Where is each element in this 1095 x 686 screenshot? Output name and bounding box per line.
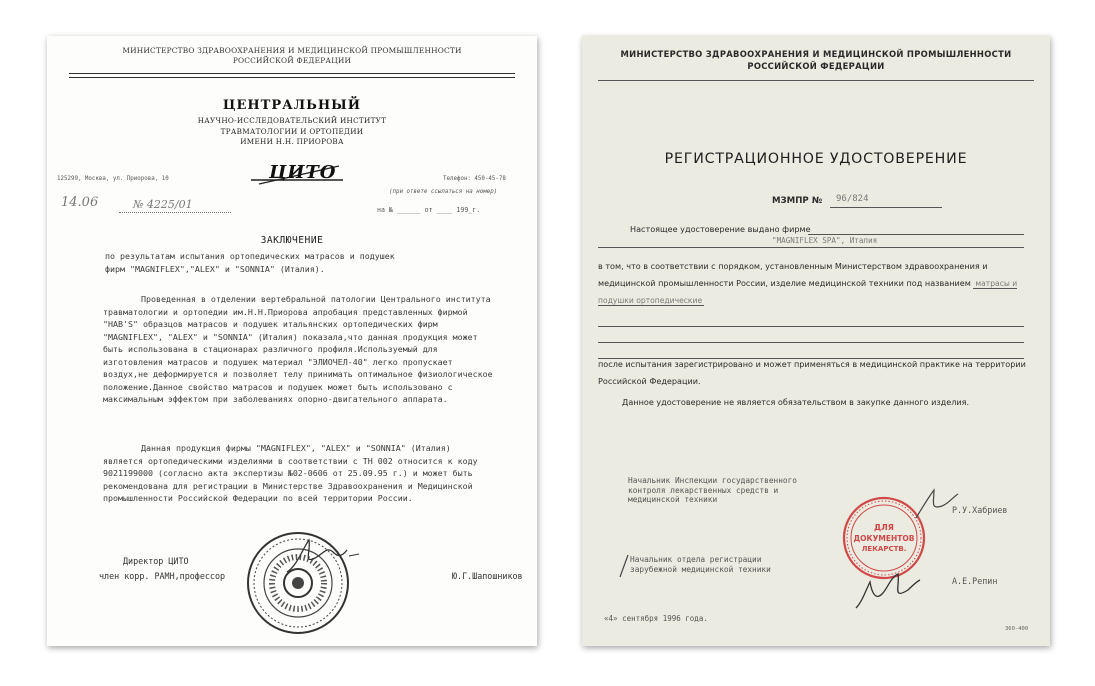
registration-certificate	[582, 36, 1050, 646]
paragraph-1-text: в том, что в соответствии с порядком, установленным Министерством здравоохранения и медицинской промышленности России, изделие медицинской техники под названием	[598, 261, 988, 288]
product-name: матрасы и подушки ортопедические	[598, 278, 1018, 305]
signer-1-signature	[912, 484, 962, 528]
conclusion-document	[47, 36, 537, 646]
cito-logo-text: ЦИТО	[269, 162, 337, 183]
date-year: 96	[671, 614, 681, 623]
signer-2-title-line-2: зарубежной медицинской техники	[630, 564, 771, 574]
institute-title: ЦЕНТРАЛЬНЫЙ	[222, 98, 362, 113]
stamp-text-line-1: ДЛЯ	[874, 523, 894, 532]
institute-name	[47, 116, 537, 148]
stamp-text-line-2: ДОКУМЕНТОВ	[853, 534, 915, 543]
handwritten-number: № 4225/01	[133, 198, 193, 211]
ministry-line-1: МИНИСТЕРСТВО ЗДРАВООХРАНЕНИЯ И МЕДИЦИНСКОЙ ПРОМЫШЛЕННОСТИ	[620, 49, 1012, 59]
institute-address: 125299, Москва, ул. Приорова, 10	[57, 176, 169, 182]
institute-line-3: ИМЕНИ Н.Н. ПРИОРОВА	[240, 137, 344, 146]
paragraph-2: после испытания зарегистрировано и может применяться в медицинской практике на территории Российской Федерации.	[598, 359, 1026, 386]
number-label: МЗМПР №	[772, 196, 823, 206]
signer-2-signature	[852, 564, 922, 618]
certificate-title: РЕГИСТРАЦИОННОЕ УДОСТОВЕРЕНИЕ	[664, 151, 968, 167]
header-rule	[69, 73, 515, 74]
stamp-text-line-3: ЛЕКАРСТВ.	[861, 545, 907, 553]
issued-label: Настоящее удостоверение выдано фирме	[630, 224, 811, 234]
company-line	[598, 247, 1024, 248]
director-name: Ю.Г.Шапошников	[452, 571, 523, 581]
signer-1-name: Р.У.Хабриев	[952, 505, 1008, 515]
director-signature	[283, 536, 363, 580]
paragraph-3: Данное удостоверение не является обязательством в закупке данного изделия.	[622, 397, 970, 407]
issued-line	[808, 234, 1024, 235]
ministry-line-2: РОССИЙСКОЙ ФЕДЕРАЦИИ	[232, 56, 352, 65]
reference-note: (при ответе ссылаться на номер)	[389, 189, 498, 195]
signer-1-title-line-2: контроля лекарственных средств и	[628, 485, 779, 495]
date-day: 4	[608, 614, 614, 623]
ministry-line-1: МИНИСТЕРСТВО ЗДРАВООХРАНЕНИЯ И МЕДИЦИНСКОЙ ПРОМЫШЛЕННОСТИ	[122, 46, 462, 55]
ministry-header	[47, 46, 537, 66]
reference-field: на № ______ от ____ 199_г.	[377, 206, 481, 214]
number-line	[830, 207, 942, 208]
subject-line-1: по результатам испытания ортопедических матрасов и подушек	[105, 251, 395, 261]
paragraph-1: Проведенная в отделении вертебральной патологии Центрального института травматологии и ортопедии им.Н.Н.Приорова апробация представленных фирмой "HAB'S" образцов матрасов и подушек итальянских ортопедических фирм "MAGNIFLEX", "ALEX" и "SONNIA" (Италия) показала,что данная продукция может быть использована в стационарах различного профиля.Используемый для изготовления матрасов и подушек материал "ЭЛИОЧЕЛ-40" легко пропускает воздух,не деформируется и позволяет телу принимать оптимальное физиологическое положение.Данное свойство матрасов и подушек может быть использовано с максимальным эффектом при заболеваниях опорно-двигательного аппарата.	[103, 294, 493, 404]
signer-2-title	[630, 555, 771, 574]
subject-line-2: фирм "MAGNIFLEX","ALEX" и "SONNIA" (Италия).	[105, 264, 325, 274]
paragraph-2: Данная продукция фирмы "MAGNIFLEX", "ALEX" и "SONNIA" (Италия) является ортопедическими изделиями в соответствии с ТН 002 относится к коду 9021199000 (согласно акта экспертизы №02-0606 от 25.09.95 г.) и может быть рекомендована для регистрации в Министерстве Здравоохранения и Медицинской промышленности Российской Федерации по всей территории России.	[103, 443, 478, 503]
document-subject	[105, 250, 395, 276]
issue-date: «4» сентября 1996 года.	[604, 614, 708, 623]
blank-line-2	[598, 342, 1024, 343]
number-value: 96/824	[836, 194, 869, 204]
paragraph-1	[598, 258, 1028, 310]
company-name: "MAGNIFLEX SPA", Италия	[772, 236, 878, 245]
signer-2-name: А.Е.Репин	[952, 576, 998, 586]
signer-1-title-line-3: медицинской техники	[628, 495, 718, 504]
signer-1-title-line-1: Начальник Инспекции государственного	[628, 476, 797, 485]
header-rule	[598, 80, 1034, 81]
institute-line-1: НАУЧНО-ИССЛЕДОВАТЕЛЬСКИЙ ИНСТИТУТ	[197, 116, 387, 125]
ministry-header	[582, 48, 1050, 72]
title-bracket	[618, 553, 630, 583]
handwritten-date: 14.06	[61, 195, 99, 210]
signer-1-title	[628, 476, 797, 505]
blank-line-1	[598, 326, 1024, 327]
cito-logo	[247, 162, 347, 192]
header-rule-thin	[69, 77, 515, 78]
institute-phone: Телефон: 450-45-78	[443, 176, 506, 182]
ministry-line-2: РОССИЙСКОЙ ФЕДЕРАЦИИ	[747, 61, 885, 71]
document-title: ЗАКЛЮЧЕНИЕ	[260, 235, 324, 246]
director-label: Директор ЦИТО	[123, 556, 189, 566]
date-month: сентября	[622, 614, 659, 623]
institute-line-2: ТРАВМАТОЛОГИИ И ОРТОПЕДИИ	[220, 126, 364, 136]
director-title: член корр. РАМН,профессор	[99, 571, 226, 581]
form-code: 360-400	[1005, 626, 1029, 632]
number-underline	[119, 212, 231, 213]
signer-2-title-line-1: Начальник отдела регистрации	[630, 555, 762, 564]
date-suffix: года.	[685, 614, 708, 623]
